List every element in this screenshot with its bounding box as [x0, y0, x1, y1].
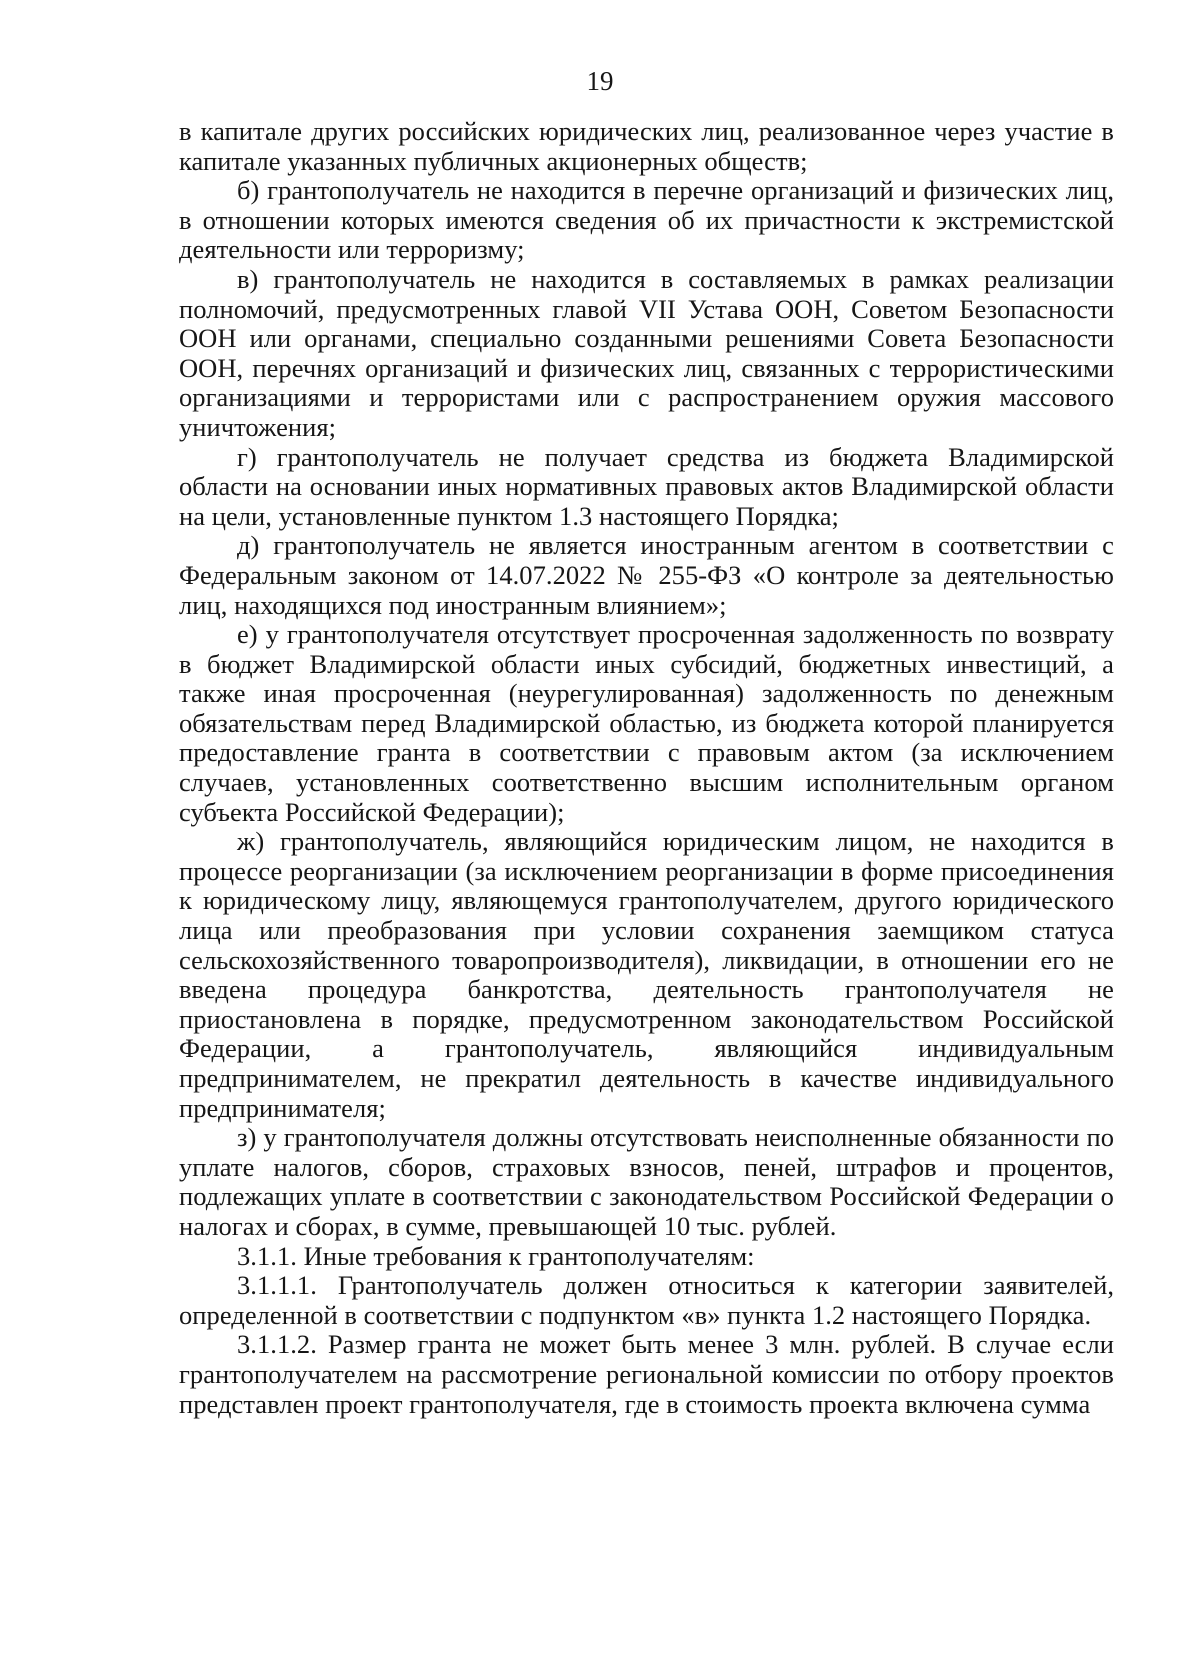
paragraph-item-zh: ж) грантополучатель, являющийся юридическим лицом, не находится в процессе реорганизации (за исключением реорганизации в форме присоединения к юридическому лицу, являющемуся грантополучателем, другого юридического лица или преобразования при условии сохранения заемщиком статуса сельскохозяйственного товаропроизводителя), ликвидации, в отношении его не введена процедура банкротства, деятельность грантополучателя не приостановлена в порядке, предусмотренном законодательством Российской Федерации, а грантополучатель, являющийся индивидуальным предпринимателем, не прекратил деятельность в качестве индивидуального предпринимателя; — [179, 826, 1114, 1123]
paragraph-item-b: б) грантополучатель не находится в перечне организаций и физических лиц, в отношении которых имеются сведения об их причастности к экстремистской деятельности или терроризму; — [179, 175, 1114, 265]
paragraph-item-e: е) у грантополучателя отсутствует просроченная задолженность по возврату в бюджет Владимирской области иных субсидий, бюджетных инвестиций, а также иная просроченная (неурегулированная) задолженность по денежным обязательствам перед Владимирской областью, из бюджета которой планируется предоставление гранта в соответствии с правовым актом (за исключением случаев, установленных соответственно высшим исполнительным органом субъекта Российской Федерации); — [179, 619, 1114, 827]
paragraph-continuation: в капитале других российских юридических лиц, реализованное через участие в капитале указанных публичных акционерных обществ; — [179, 116, 1114, 176]
paragraph-item-z: з) у грантополучателя должны отсутствовать неисполненные обязанности по уплате налогов, сборов, страховых взносов, пеней, штрафов и процентов, подлежащих уплате в соответствии с законодательством Российской Федерации о налогах и сборах, в сумме, превышающей 10 тыс. рублей. — [179, 1122, 1114, 1241]
paragraph-item-g: г) грантополучатель не получает средства из бюджета Владимирской области на основании иных нормативных правовых актов Владимирской области на цели, установленные пунктом 1.3 настоящего Порядка; — [179, 441, 1114, 531]
document-body — [179, 117, 1114, 1419]
paragraph-section-3-1-1-1: 3.1.1.1. Грантополучатель должен относиться к категории заявителей, определенной в соответствии с подпунктом «в» пункта 1.2 настоящего Порядка. — [179, 1270, 1114, 1330]
paragraph-item-v: в) грантополучатель не находится в составляемых в рамках реализации полномочий, предусмотренных главой VII Устава ООН, Советом Безопасности ООН или органами, специально созданными решениями Совета Безопасности ООН, перечнях организаций и физических лиц, связанных с террористическими организациями и террористами или с распространением оружия массового уничтожения; — [179, 263, 1114, 442]
paragraph-section-3-1-1: 3.1.1. Иные требования к грантополучателям: — [237, 1240, 755, 1271]
page-number: 19 — [586, 66, 614, 96]
paragraph-section-3-1-1-2: 3.1.1.2. Размер гранта не может быть менее 3 млн. рублей. В случае если грантополучателем на рассмотрение региональной комиссии по отбору проектов представлен проект грантополучателя, где в стоимость проекта включена сумма — [179, 1329, 1114, 1419]
paragraph-item-d: д) грантополучатель не является иностранным агентом в соответствии с Федеральным законом от 14.07.2022 № 255-ФЗ «О контроле за деятельностью лиц, находящихся под иностранным влиянием»; — [179, 530, 1114, 620]
